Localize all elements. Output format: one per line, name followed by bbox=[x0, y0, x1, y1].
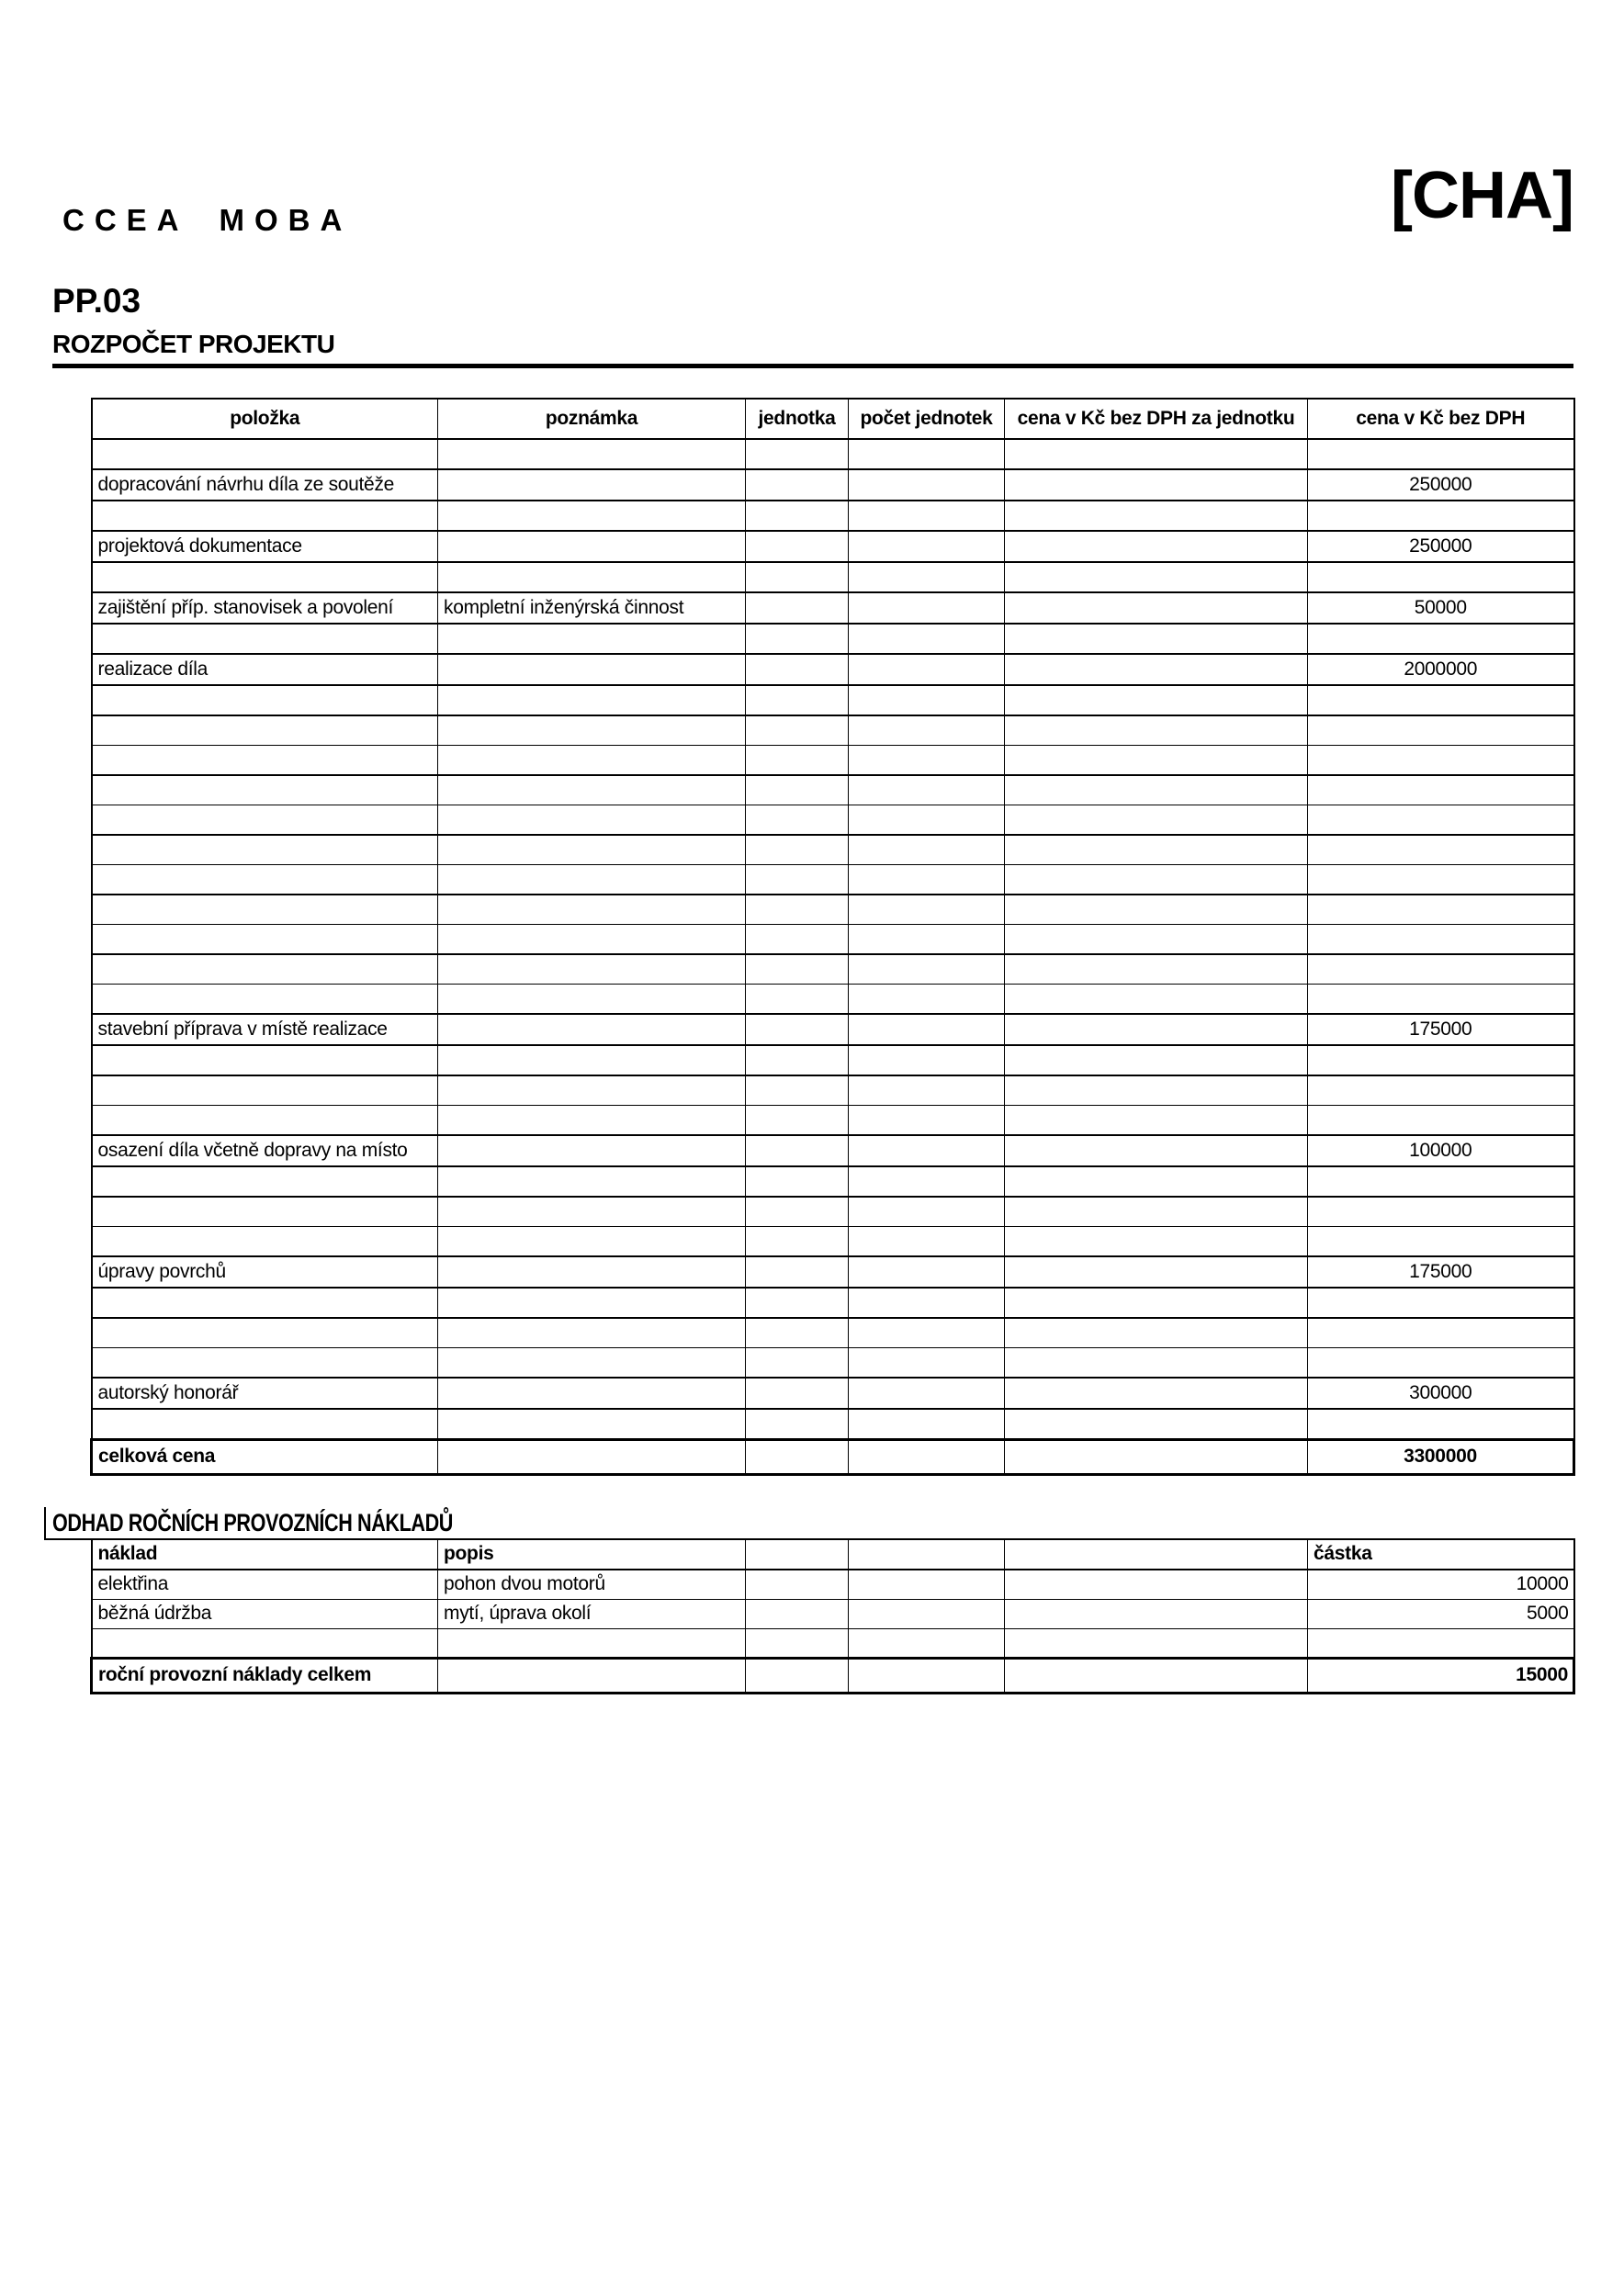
cell-price: 3300000 bbox=[1308, 1440, 1574, 1475]
cell-item: autorský honorář bbox=[92, 1378, 438, 1409]
empty-row bbox=[92, 746, 1574, 776]
item-row bbox=[92, 469, 1574, 501]
budget-table-body bbox=[92, 439, 1574, 1475]
ccea-moba-logo: CCEA MOBA bbox=[62, 203, 353, 237]
cell-unit_price bbox=[1005, 531, 1308, 562]
cell-item: realizace díla bbox=[92, 654, 438, 685]
cell-unit bbox=[746, 985, 849, 1015]
budget-column-header-2: jednotka bbox=[746, 399, 849, 439]
cell-note: kompletní inženýrská činnost bbox=[438, 592, 746, 624]
cell-unit bbox=[746, 1256, 849, 1288]
cell-unit_price bbox=[1005, 501, 1308, 531]
cell-price bbox=[1308, 1409, 1574, 1440]
cell-unit bbox=[746, 1075, 849, 1106]
cell-unit_price bbox=[1005, 1106, 1308, 1136]
empty-row bbox=[92, 1075, 1574, 1106]
cell-unit bbox=[746, 715, 849, 746]
cell-count bbox=[849, 895, 1005, 925]
cell-unit_price bbox=[1005, 1166, 1308, 1197]
cell-unit bbox=[746, 805, 849, 836]
cell-unit bbox=[746, 469, 849, 501]
cell-item bbox=[92, 1409, 438, 1440]
item-row bbox=[92, 1378, 1574, 1409]
cell-c3 bbox=[849, 1659, 1005, 1694]
cell-unit bbox=[746, 654, 849, 685]
cell-unit bbox=[746, 1409, 849, 1440]
cell-unit_price bbox=[1005, 1409, 1308, 1440]
cell-unit_price bbox=[1005, 895, 1308, 925]
cell-popis: mytí, úprava okolí bbox=[438, 1600, 746, 1629]
cell-note bbox=[438, 715, 746, 746]
cell-unit bbox=[746, 439, 849, 469]
cell-price bbox=[1308, 439, 1574, 469]
cell-castka: 10000 bbox=[1308, 1570, 1574, 1600]
cell-price: 100000 bbox=[1308, 1135, 1574, 1166]
cell-price bbox=[1308, 685, 1574, 715]
cell-item bbox=[92, 1227, 438, 1257]
cell-note bbox=[438, 469, 746, 501]
cell-item bbox=[92, 925, 438, 955]
cell-naklad bbox=[92, 1629, 438, 1659]
item-row bbox=[92, 654, 1574, 685]
cell-item: dopracování návrhu díla ze soutěže bbox=[92, 469, 438, 501]
cell-price bbox=[1308, 715, 1574, 746]
cell-popis bbox=[438, 1659, 746, 1694]
cell-note bbox=[438, 1440, 746, 1475]
costs-header-row bbox=[92, 1539, 1574, 1570]
operating-costs-heading: ODHAD ROČNÍCH PROVOZNÍCH NÁKLADŮ bbox=[52, 1508, 453, 1536]
cell-count bbox=[849, 1348, 1005, 1379]
cell-unit bbox=[746, 1440, 849, 1475]
cell-note bbox=[438, 1378, 746, 1409]
cell-unit bbox=[746, 1348, 849, 1379]
cell-popis: pohon dvou motorů bbox=[438, 1570, 746, 1600]
empty-row bbox=[92, 775, 1574, 805]
document-title: ROZPOČET PROJEKTU bbox=[52, 330, 335, 358]
cell-count bbox=[849, 1106, 1005, 1136]
cell-item: stavební příprava v místě realizace bbox=[92, 1014, 438, 1045]
cell-count bbox=[849, 715, 1005, 746]
cell-price bbox=[1308, 835, 1574, 865]
costs-column-header-0: náklad bbox=[92, 1539, 438, 1570]
costs-column-header-4 bbox=[1005, 1539, 1308, 1570]
cell-item bbox=[92, 501, 438, 531]
cell-note bbox=[438, 1135, 746, 1166]
empty-row bbox=[92, 685, 1574, 715]
cell-c2 bbox=[746, 1570, 849, 1600]
cell-c4 bbox=[1005, 1600, 1308, 1629]
budget-column-header-5: cena v Kč bez DPH bbox=[1308, 399, 1574, 439]
cell-note bbox=[438, 1318, 746, 1348]
empty-row bbox=[92, 501, 1574, 531]
cell-item bbox=[92, 865, 438, 895]
cell-item bbox=[92, 835, 438, 865]
cell-price bbox=[1308, 562, 1574, 592]
cell-price: 250000 bbox=[1308, 469, 1574, 501]
cell-unit_price bbox=[1005, 469, 1308, 501]
cell-count bbox=[849, 531, 1005, 562]
item-row bbox=[92, 1256, 1574, 1288]
cell-count bbox=[849, 1166, 1005, 1197]
empty-row bbox=[92, 895, 1574, 925]
cell-unit bbox=[746, 1014, 849, 1045]
cell-c2 bbox=[746, 1659, 849, 1694]
cell-count bbox=[849, 562, 1005, 592]
cell-unit_price bbox=[1005, 865, 1308, 895]
cell-item bbox=[92, 775, 438, 805]
empty-row bbox=[92, 1045, 1574, 1075]
cell-unit bbox=[746, 775, 849, 805]
budget-column-header-1: poznámka bbox=[438, 399, 746, 439]
cell-unit_price bbox=[1005, 746, 1308, 776]
cell-unit bbox=[746, 1197, 849, 1227]
cell-price bbox=[1308, 805, 1574, 836]
cell-unit bbox=[746, 1106, 849, 1136]
title-rule bbox=[52, 364, 1573, 368]
cell-note bbox=[438, 925, 746, 955]
cell-note bbox=[438, 1256, 746, 1288]
cell-unit bbox=[746, 895, 849, 925]
cell-c4 bbox=[1005, 1570, 1308, 1600]
empty-row bbox=[92, 1227, 1574, 1257]
cell-price bbox=[1308, 1288, 1574, 1318]
cell-unit bbox=[746, 1318, 849, 1348]
cell-c2 bbox=[746, 1600, 849, 1629]
cell-item: projektová dokumentace bbox=[92, 531, 438, 562]
cell-price bbox=[1308, 895, 1574, 925]
item-row bbox=[92, 1600, 1574, 1629]
item-row bbox=[92, 592, 1574, 624]
cell-note bbox=[438, 746, 746, 776]
empty-row bbox=[92, 1629, 1574, 1659]
cell-count bbox=[849, 1318, 1005, 1348]
cell-note bbox=[438, 1166, 746, 1197]
empty-row bbox=[92, 985, 1574, 1015]
cell-count bbox=[849, 501, 1005, 531]
cell-price bbox=[1308, 925, 1574, 955]
empty-row bbox=[92, 805, 1574, 836]
cell-note bbox=[438, 1348, 746, 1379]
cell-item bbox=[92, 746, 438, 776]
cell-note bbox=[438, 501, 746, 531]
cell-count bbox=[849, 1288, 1005, 1318]
cell-castka: 15000 bbox=[1308, 1659, 1574, 1694]
cell-castka: 5000 bbox=[1308, 1600, 1574, 1629]
cell-price: 175000 bbox=[1308, 1256, 1574, 1288]
cell-item bbox=[92, 954, 438, 985]
item-row bbox=[92, 1135, 1574, 1166]
cell-unit_price bbox=[1005, 562, 1308, 592]
cell-count bbox=[849, 1409, 1005, 1440]
cell-unit bbox=[746, 1166, 849, 1197]
budget-column-header-4: cena v Kč bez DPH za jednotku bbox=[1005, 399, 1308, 439]
cell-unit_price bbox=[1005, 715, 1308, 746]
operating-costs-table bbox=[90, 1538, 1575, 1694]
cell-price bbox=[1308, 985, 1574, 1015]
cell-price bbox=[1308, 865, 1574, 895]
cell-item bbox=[92, 1166, 438, 1197]
cell-unit bbox=[746, 531, 849, 562]
cell-item bbox=[92, 985, 438, 1015]
cell-unit bbox=[746, 592, 849, 624]
cell-count bbox=[849, 469, 1005, 501]
cell-unit_price bbox=[1005, 775, 1308, 805]
cell-note bbox=[438, 562, 746, 592]
empty-row bbox=[92, 925, 1574, 955]
cell-item: úpravy povrchů bbox=[92, 1256, 438, 1288]
empty-row bbox=[92, 624, 1574, 654]
cell-count bbox=[849, 1045, 1005, 1075]
cell-unit bbox=[746, 954, 849, 985]
empty-row bbox=[92, 1106, 1574, 1136]
budget-column-header-0: položka bbox=[92, 399, 438, 439]
cell-note bbox=[438, 954, 746, 985]
cell-count bbox=[849, 1256, 1005, 1288]
cell-note bbox=[438, 624, 746, 654]
empty-row bbox=[92, 715, 1574, 746]
cell-price: 250000 bbox=[1308, 531, 1574, 562]
cell-naklad: roční provozní náklady celkem bbox=[92, 1659, 438, 1694]
cell-unit_price bbox=[1005, 1197, 1308, 1227]
cell-count bbox=[849, 1227, 1005, 1257]
cell-unit_price bbox=[1005, 685, 1308, 715]
cell-c3 bbox=[849, 1600, 1005, 1629]
cell-price bbox=[1308, 624, 1574, 654]
cell-count bbox=[849, 439, 1005, 469]
cell-price: 175000 bbox=[1308, 1014, 1574, 1045]
cell-unit_price bbox=[1005, 1014, 1308, 1045]
cell-note bbox=[438, 1106, 746, 1136]
cell-count bbox=[849, 925, 1005, 955]
cell-item bbox=[92, 439, 438, 469]
cell-item bbox=[92, 895, 438, 925]
cell-popis bbox=[438, 1629, 746, 1659]
cell-price bbox=[1308, 775, 1574, 805]
cell-unit bbox=[746, 685, 849, 715]
costs-column-header-5: částka bbox=[1308, 1539, 1574, 1570]
empty-row bbox=[92, 1318, 1574, 1348]
cell-unit bbox=[746, 624, 849, 654]
cell-price bbox=[1308, 1106, 1574, 1136]
cell-count bbox=[849, 1075, 1005, 1106]
cell-count bbox=[849, 592, 1005, 624]
cell-unit_price bbox=[1005, 1075, 1308, 1106]
empty-row bbox=[92, 1348, 1574, 1379]
cell-note bbox=[438, 1045, 746, 1075]
cell-count bbox=[849, 1135, 1005, 1166]
cell-note bbox=[438, 1075, 746, 1106]
cell-price: 50000 bbox=[1308, 592, 1574, 624]
cell-unit_price bbox=[1005, 1348, 1308, 1379]
cell-note bbox=[438, 1197, 746, 1227]
cell-unit_price bbox=[1005, 1135, 1308, 1166]
cell-count bbox=[849, 624, 1005, 654]
cell-c2 bbox=[746, 1629, 849, 1659]
cell-naklad: elektřina bbox=[92, 1570, 438, 1600]
cell-castka bbox=[1308, 1629, 1574, 1659]
total-row bbox=[92, 1440, 1574, 1475]
cell-item: celková cena bbox=[92, 1440, 438, 1475]
costs-column-header-3 bbox=[849, 1539, 1005, 1570]
cell-price: 2000000 bbox=[1308, 654, 1574, 685]
cell-count bbox=[849, 985, 1005, 1015]
cell-count bbox=[849, 865, 1005, 895]
cell-unit bbox=[746, 746, 849, 776]
cell-unit bbox=[746, 501, 849, 531]
cell-unit_price bbox=[1005, 925, 1308, 955]
cell-note bbox=[438, 531, 746, 562]
cell-price bbox=[1308, 1348, 1574, 1379]
cell-unit_price bbox=[1005, 985, 1308, 1015]
cell-price bbox=[1308, 1075, 1574, 1106]
cell-note bbox=[438, 895, 746, 925]
cell-unit_price bbox=[1005, 1440, 1308, 1475]
cell-unit_price bbox=[1005, 439, 1308, 469]
cell-naklad: běžná údržba bbox=[92, 1600, 438, 1629]
empty-row bbox=[92, 1166, 1574, 1197]
cell-unit bbox=[746, 1288, 849, 1318]
cell-unit_price bbox=[1005, 1378, 1308, 1409]
cell-note bbox=[438, 654, 746, 685]
cell-count bbox=[849, 1014, 1005, 1045]
cell-price bbox=[1308, 501, 1574, 531]
cell-c3 bbox=[849, 1570, 1005, 1600]
cha-logo: [CHA] bbox=[1391, 159, 1573, 232]
cell-count bbox=[849, 775, 1005, 805]
cell-unit_price bbox=[1005, 624, 1308, 654]
cell-price: 300000 bbox=[1308, 1378, 1574, 1409]
cell-c4 bbox=[1005, 1659, 1308, 1694]
document-code: PP.03 bbox=[52, 282, 141, 320]
cell-unit_price bbox=[1005, 1045, 1308, 1075]
cell-unit_price bbox=[1005, 1318, 1308, 1348]
costs-column-header-2 bbox=[746, 1539, 849, 1570]
cell-unit bbox=[746, 1135, 849, 1166]
cell-unit bbox=[746, 835, 849, 865]
cell-item bbox=[92, 715, 438, 746]
cell-note bbox=[438, 685, 746, 715]
cell-count bbox=[849, 746, 1005, 776]
empty-row bbox=[92, 439, 1574, 469]
cell-price bbox=[1308, 1197, 1574, 1227]
empty-row bbox=[92, 865, 1574, 895]
cell-unit bbox=[746, 925, 849, 955]
cell-item bbox=[92, 1106, 438, 1136]
budget-column-header-3: počet jednotek bbox=[849, 399, 1005, 439]
item-row bbox=[92, 1014, 1574, 1045]
item-row bbox=[92, 531, 1574, 562]
cell-item bbox=[92, 1288, 438, 1318]
cell-price bbox=[1308, 1045, 1574, 1075]
cell-unit bbox=[746, 1045, 849, 1075]
empty-row bbox=[92, 835, 1574, 865]
cell-note bbox=[438, 805, 746, 836]
total-row bbox=[92, 1659, 1574, 1694]
cell-note bbox=[438, 985, 746, 1015]
cell-unit_price bbox=[1005, 954, 1308, 985]
cell-count bbox=[849, 685, 1005, 715]
cell-unit bbox=[746, 562, 849, 592]
cell-count bbox=[849, 1440, 1005, 1475]
empty-row bbox=[92, 562, 1574, 592]
cell-note bbox=[438, 1227, 746, 1257]
cell-c4 bbox=[1005, 1629, 1308, 1659]
cell-item bbox=[92, 1197, 438, 1227]
cell-note bbox=[438, 1409, 746, 1440]
cell-item bbox=[92, 685, 438, 715]
cell-item: osazení díla včetně dopravy na místo bbox=[92, 1135, 438, 1166]
cell-unit_price bbox=[1005, 1288, 1308, 1318]
cell-count bbox=[849, 954, 1005, 985]
cell-c3 bbox=[849, 1629, 1005, 1659]
cell-unit_price bbox=[1005, 1256, 1308, 1288]
cell-price bbox=[1308, 1227, 1574, 1257]
cell-count bbox=[849, 805, 1005, 836]
operating-costs-heading-box bbox=[44, 1507, 1573, 1540]
cell-item bbox=[92, 1045, 438, 1075]
cell-note bbox=[438, 1288, 746, 1318]
cell-unit bbox=[746, 1227, 849, 1257]
budget-table bbox=[90, 398, 1575, 1476]
cell-unit_price bbox=[1005, 805, 1308, 836]
cell-item bbox=[92, 805, 438, 836]
cell-note bbox=[438, 865, 746, 895]
cell-count bbox=[849, 1197, 1005, 1227]
empty-row bbox=[92, 1409, 1574, 1440]
cell-item: zajištění příp. stanovisek a povolení bbox=[92, 592, 438, 624]
cell-price bbox=[1308, 954, 1574, 985]
cell-unit bbox=[746, 865, 849, 895]
cell-price bbox=[1308, 1318, 1574, 1348]
empty-row bbox=[92, 1197, 1574, 1227]
cell-note bbox=[438, 1014, 746, 1045]
operating-costs-table-body bbox=[92, 1539, 1574, 1694]
cell-note bbox=[438, 775, 746, 805]
cell-note bbox=[438, 835, 746, 865]
cell-unit_price bbox=[1005, 654, 1308, 685]
cell-item bbox=[92, 1075, 438, 1106]
cell-item bbox=[92, 624, 438, 654]
budget-header-row bbox=[92, 399, 1574, 439]
item-row bbox=[92, 1570, 1574, 1600]
cell-unit_price bbox=[1005, 592, 1308, 624]
cell-price bbox=[1308, 746, 1574, 776]
cell-unit_price bbox=[1005, 1227, 1308, 1257]
empty-row bbox=[92, 1288, 1574, 1318]
cell-unit_price bbox=[1005, 835, 1308, 865]
cell-item bbox=[92, 562, 438, 592]
empty-row bbox=[92, 954, 1574, 985]
cell-count bbox=[849, 1378, 1005, 1409]
cell-unit bbox=[746, 1378, 849, 1409]
cell-count bbox=[849, 835, 1005, 865]
cell-count bbox=[849, 654, 1005, 685]
cell-item bbox=[92, 1348, 438, 1379]
cell-note bbox=[438, 439, 746, 469]
costs-column-header-1: popis bbox=[438, 1539, 746, 1570]
cell-price bbox=[1308, 1166, 1574, 1197]
cell-item bbox=[92, 1318, 438, 1348]
